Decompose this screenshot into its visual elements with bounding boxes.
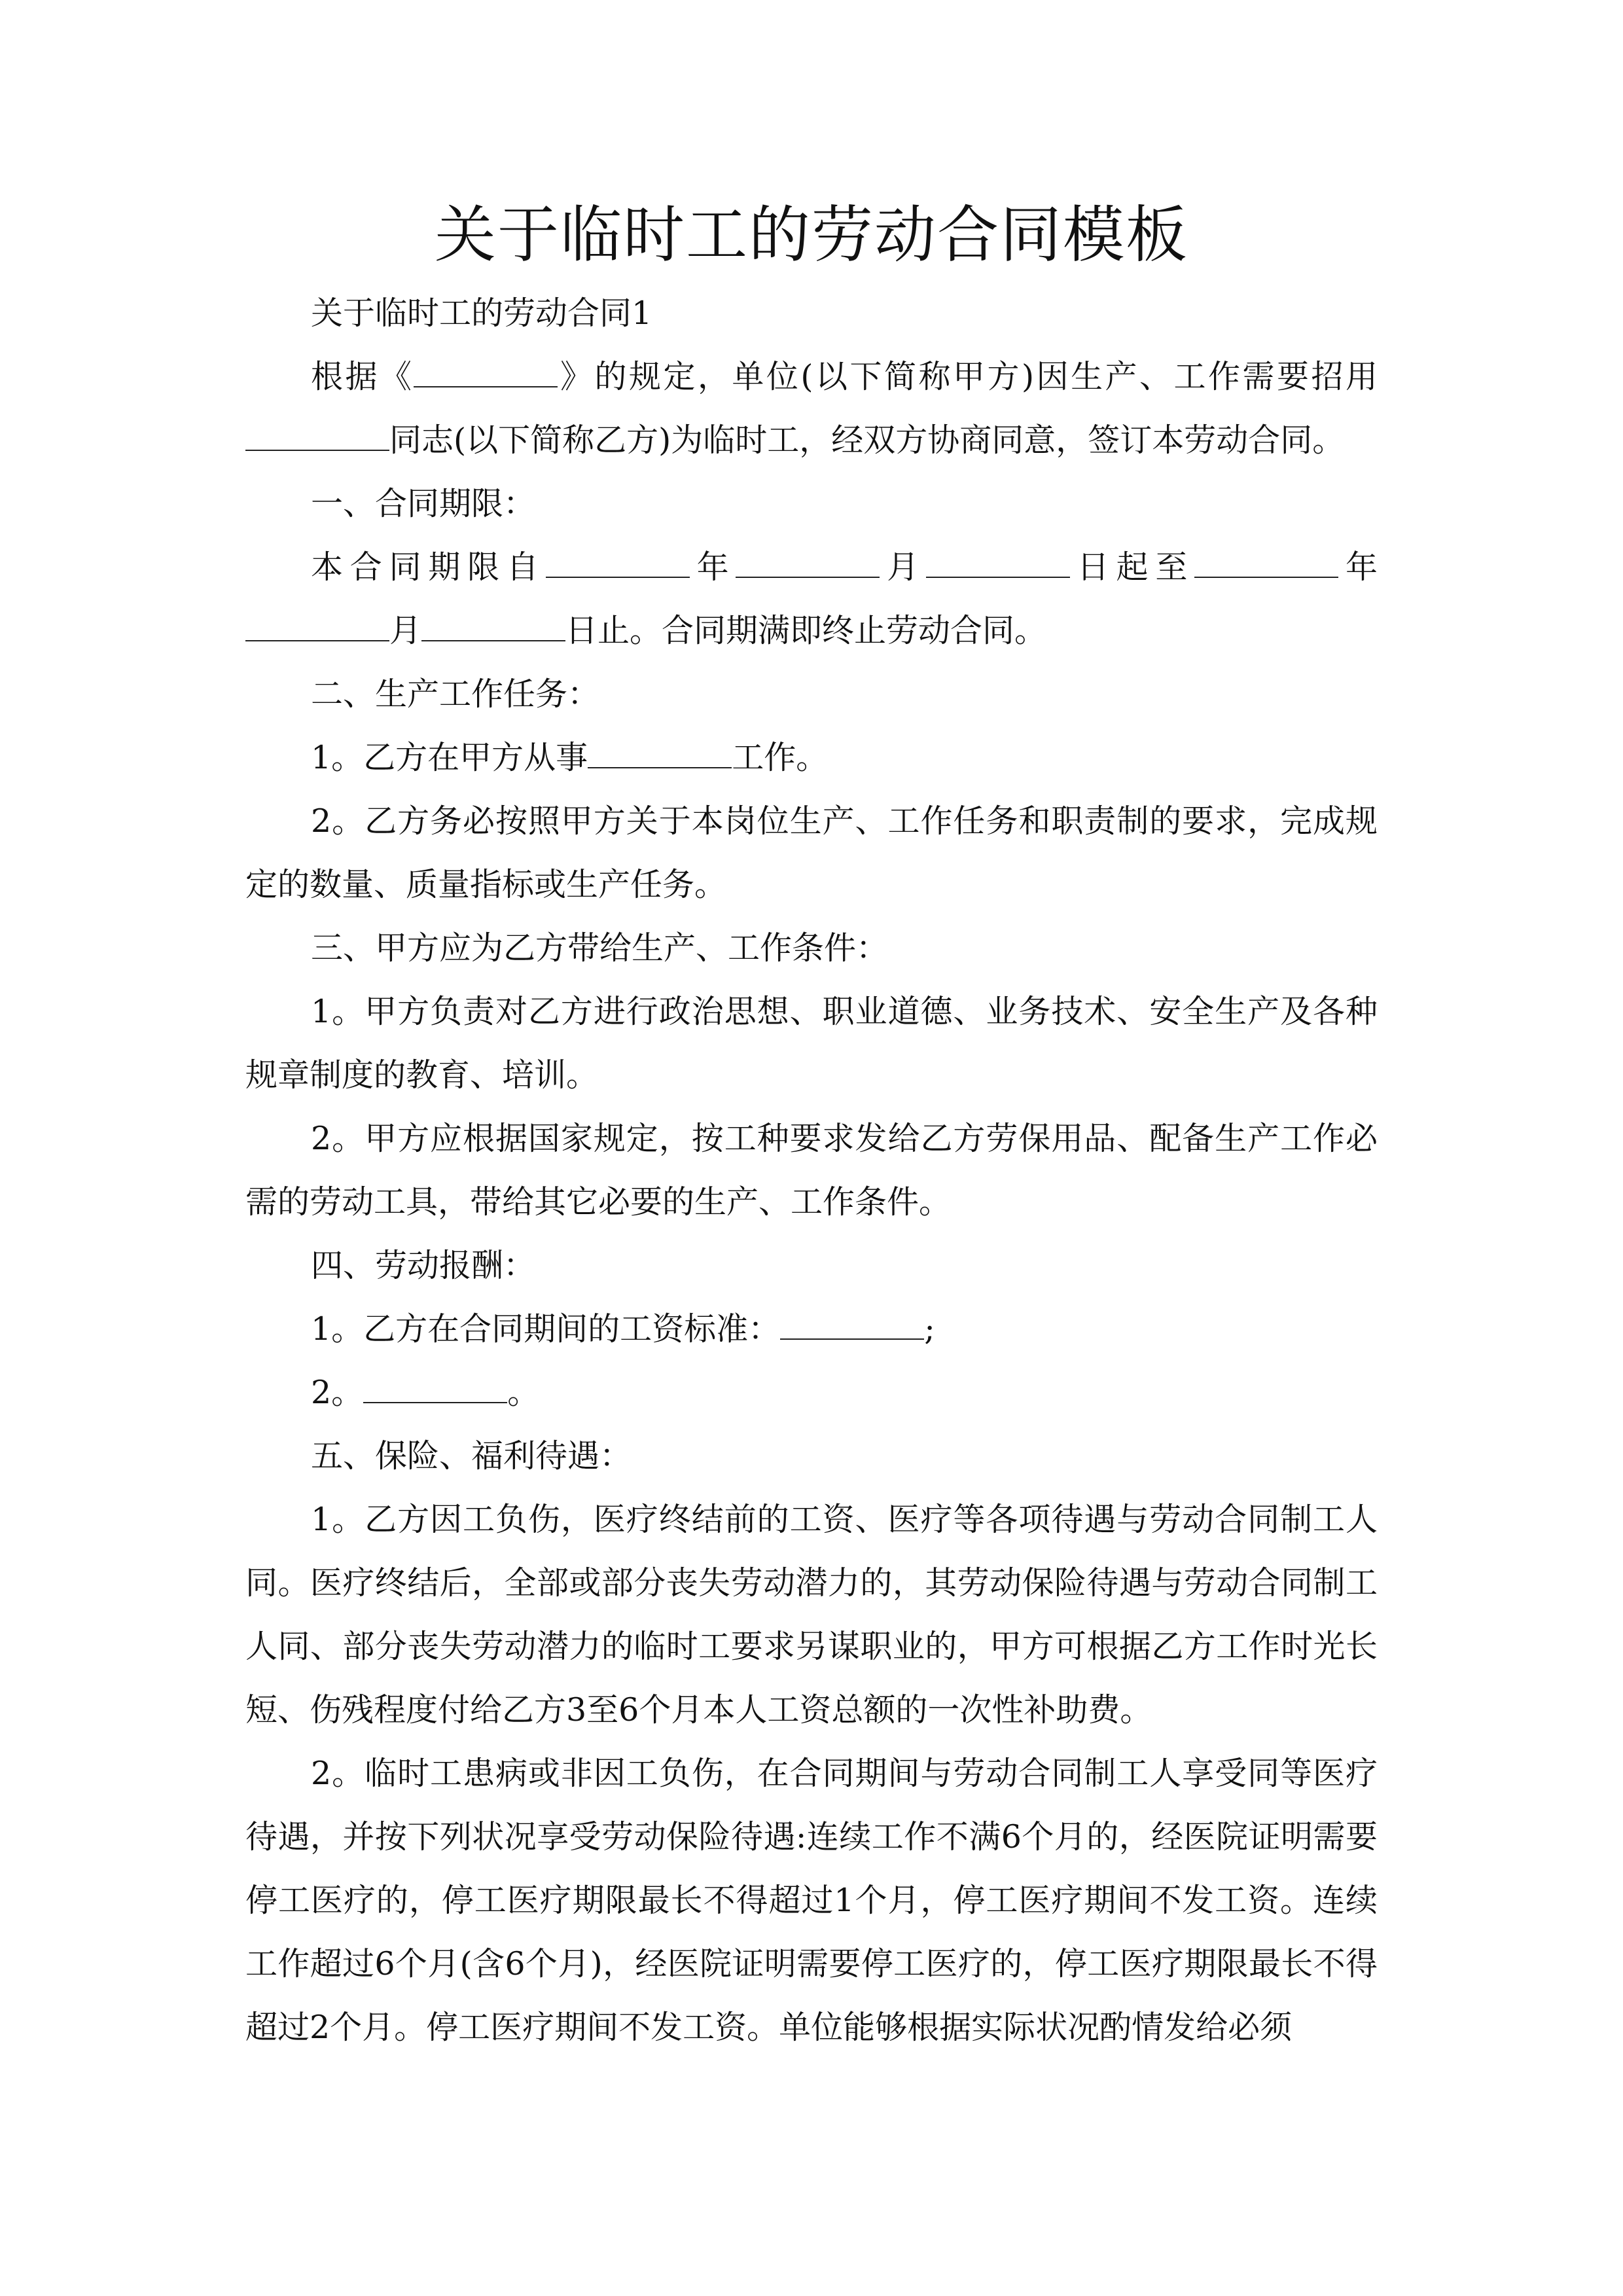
section-4-heading: 四、劳动报酬： [311, 1247, 536, 1284]
job-blank [588, 741, 732, 768]
section-2-heading: 二、生产工作任务： [311, 675, 600, 713]
section-2-item-2: 2。乙方务必按照甲方关于本岗位生产、工作任务和职责制的要求，完成规定的数量、质量指标或生产任务。 [245, 802, 1378, 903]
intro-text-c: 同志(以下简称乙方)为临时工，经双方协商同意，签订本劳动合同。 [389, 422, 1345, 459]
start-day-blank [926, 550, 1070, 578]
document-title: 关于临时工的劳动合同模板 [434, 200, 1188, 271]
section-2-item-1 [245, 726, 1378, 789]
term-text-a: 本合同期限自 [311, 548, 546, 586]
intro-text-a: 根据《 [311, 358, 414, 395]
end-year-blank [1194, 550, 1338, 578]
section-5-heading: 五、保险、福利待遇： [311, 1437, 632, 1475]
document-body [245, 281, 1378, 2059]
item-text-b: 工作。 [732, 739, 829, 776]
section-3-item-1: 1。甲方负责对乙方进行政治思想、职业道德、业务技术、安全生产及各种规章制度的教育、培训。 [245, 993, 1378, 1094]
section-3-heading: 三、甲方应为乙方带给生产、工作条件： [311, 929, 889, 967]
start-year-blank [546, 550, 690, 578]
section-5-item-2: 2。临时工患病或非因工负伤，在合同期间与劳动合同制工人享受同等医疗待遇，并按下列状况享受劳动保险待遇:连续工作不满6个月的，经医院证明需要停工医疗的，停工医疗期限最长不得超过1个月，停工医疗期间不发工资。连续工作超过6个月(含6个月)，经医院证明需要停工医疗的，停工医疗期限最长不得超过2个月。停工医疗期间不发工资。单位能够根据实际状况酌情发给必须 [245, 1755, 1378, 2046]
section-4-item-2 [245, 1361, 1378, 1424]
wage-blank [780, 1312, 924, 1340]
section-1-term [245, 535, 1378, 662]
end-month-blank [245, 614, 389, 641]
intro-text-b: 》的规定，单位(以下简称甲方)因生产、工作需要招用 [558, 358, 1378, 395]
term-year2-label: 年 [1338, 548, 1378, 586]
contract-subtitle: 关于临时工的劳动合同1 [311, 295, 652, 332]
term-end-text: 日止。合同期满即终止劳动合同。 [565, 612, 1047, 649]
section-4-item-1 [245, 1297, 1378, 1361]
regulation-blank [414, 360, 558, 387]
section-3-item-2: 2。甲方应根据国家规定，按工种要求发给乙方劳保用品、配备生产工作必需的劳动工具，带给其它必要的生产、工作条件。 [245, 1120, 1378, 1221]
term-month2-label: 月 [389, 612, 422, 649]
section-5-item-1: 1。乙方因工负伤，医疗终结前的工资、医疗等各项待遇与劳动合同制工人同。医疗终结后，全部或部分丧失劳动潜力的，其劳动保险待遇与劳动合同制工人同、部分丧失劳动潜力的临时工要求另谋职业的，甲方可根据乙方工作时光长短、伤残程度付给乙方3至6个月本人工资总额的一次性补助费。 [245, 1501, 1378, 1729]
term-year-label: 年 [689, 548, 736, 586]
item2-number: 2。 [311, 1374, 364, 1411]
section-1-heading: 一、合同期限： [311, 485, 536, 522]
end-day-blank [421, 614, 565, 641]
term-month-label: 月 [880, 548, 926, 586]
item2-blank [363, 1376, 507, 1403]
intro-paragraph [245, 345, 1378, 472]
employee-name-blank [245, 423, 389, 451]
item-text-a: 1。乙方在甲方从事 [311, 739, 588, 776]
wage-text: 1。乙方在合同期间的工资标准： [311, 1310, 781, 1348]
item2-end: 。 [507, 1374, 540, 1411]
start-month-blank [736, 550, 880, 578]
wage-end: ; [924, 1310, 935, 1348]
term-from-label: 日起至 [1069, 548, 1195, 586]
